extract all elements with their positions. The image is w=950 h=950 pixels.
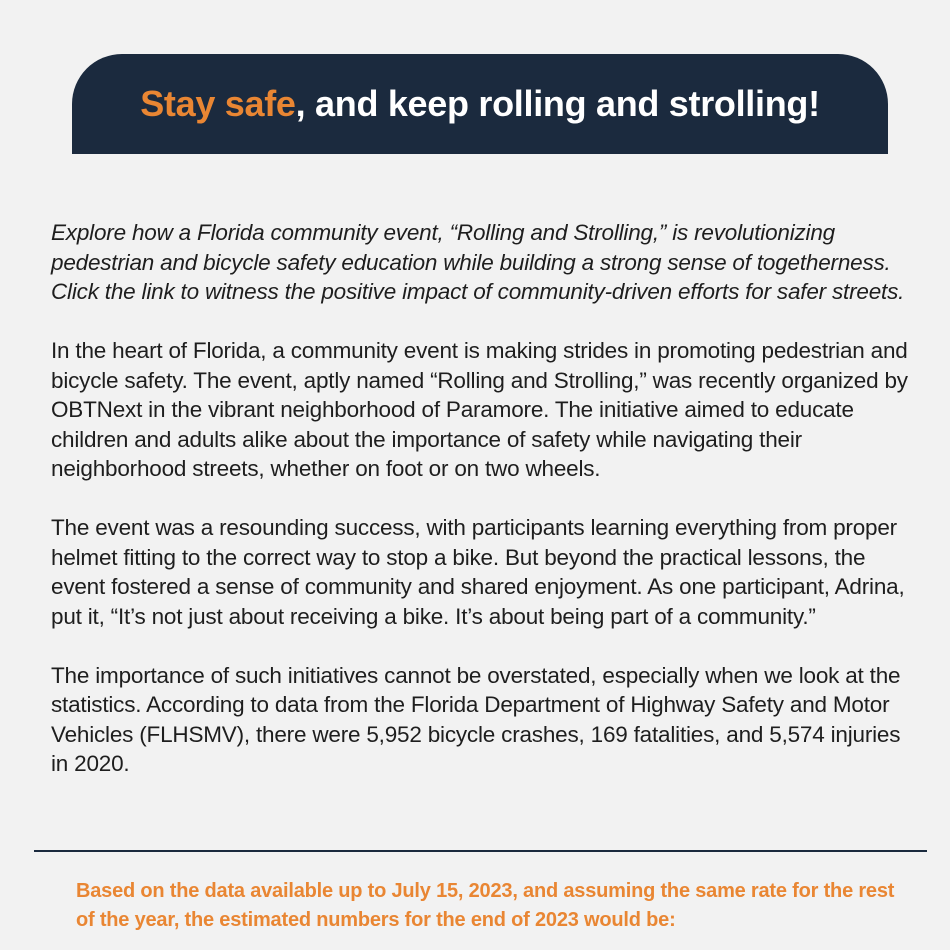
body-paragraph-1: In the heart of Florida, a community event is making strides in promoting pedestrian and bicycle safety. The event, aptly named “Rolling and Strolling,” was recently organized by OBTNext in the vibrant neighborhood of Paramore. The initiative aimed to educate children and adults alike about the importance of safety while navigating their neighborhood streets, whether on foot or on two wheels. xyxy=(51,338,908,481)
title-highlight: Stay safe xyxy=(140,83,296,124)
body-paragraph-3: The importance of such initiatives cannot be overstated, especially when we look at the statistics. According to data from the Florida Department of Highway Safety and Motor Vehicles (FLHSMV), there were 5,952 bicycle crashes, 169 fatalities, and 5,574 injuries in 2020. xyxy=(51,662,901,776)
title-rest: , and keep rolling and strolling! xyxy=(295,83,820,124)
page-title xyxy=(140,83,820,125)
section-divider xyxy=(34,850,927,852)
body-paragraph-2: The event was a resounding success, with participants learning everything from proper helmet fitting to the correct way to stop a bike. But beyond the practical lessons, the event fostered a sense of community and shared enjoyment. As one participant, Adrina, put it, “It’s not just about receiving a bike. It’s about being part of a community.” xyxy=(51,515,905,629)
article-body xyxy=(51,218,917,779)
intro-paragraph: Explore how a Florida community event, “Rolling and Strolling,” is revolutionizing pedestrian and bicycle safety education while building a strong sense of togetherness. Click the link to witness the positive impact of community-driven efforts for safer streets. xyxy=(51,220,905,304)
title-banner xyxy=(72,54,888,154)
estimate-footnote: Based on the data available up to July 15, 2023, and assuming the same rate for the rest of the year, the estimated numbers for the end of 2023 would be: xyxy=(76,880,895,931)
